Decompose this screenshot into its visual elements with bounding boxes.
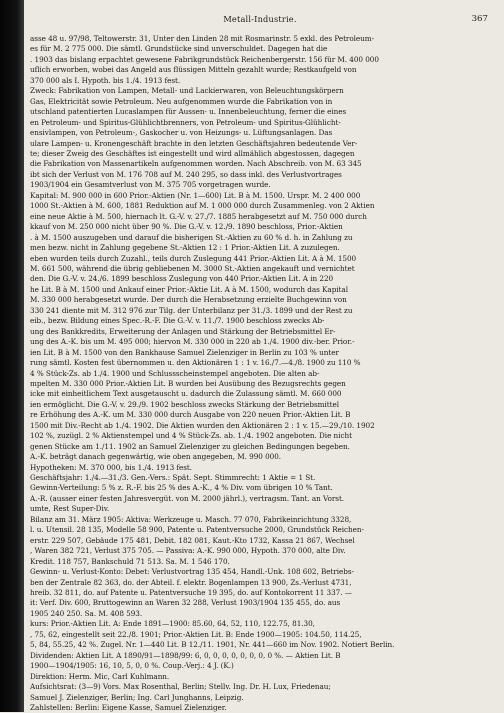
text-line: eine neue Aktie à M. 500, hiernach lt. G.-V. v. 27./7. 1885 herabgesetzt auf M. 750 000 durch: [30, 211, 367, 221]
text-line: Geschäftsjahr: 1./4.—31./3. Gen.-Vers.: Spät. Sept. Stimmrecht: 1 Aktie = 1 St.: [30, 473, 316, 483]
text-line: den. Die G.-V. v. 24./6. 1899 beschloss Zuslegung von 440 Prior.-Aktien Lit. A in 220: [30, 274, 334, 284]
text-line: uflich erworben, wobei das Angeld aus flüssigen Mitteln gezahlt wurde; Restkaufgeld von: [30, 65, 357, 75]
text-line: Samuel J. Zielenziger, Berlin; Ing. Carl Junghanns, Leipzig.: [30, 692, 244, 702]
text-line: kurs: Prior.-Aktien Lit. A: Ende 1891—1900: 85.60, 64, 52, 110, 122.75, 81.30,: [30, 619, 315, 629]
running-head: Metall-Industrie.: [223, 14, 297, 24]
text-line: asse 48 u. 97/98, Teltowerstr. 31, Unter den Linden 28 mit Rosmarinstr. 5 exkl. des Petroleum-: [30, 34, 375, 43]
text-line: 1903/1904 ein Gesamtverlust von M. 375 705 vorgetragen wurde.: [30, 180, 271, 190]
text-line: ung des Bankkredits, Erweiterung der Anlagen und Stärkung der Betriebsmittel Er-: [30, 326, 336, 336]
text-line: he Lit. B à M. 1500 und Ankauf einer Prior.-Aktie Lit. A à M. 1500, wodurch das Kapital: [30, 284, 348, 294]
text-line: Dividenden: Aktien Lit. A 1890/91—1898/99: 6, 0, 0, 0, 0, 0, 0, 0, 0 %. — Aktien Lit. B: [30, 650, 341, 660]
text-line: re Erhöhung des A.-K. um M. 330 000 durch Ausgabe von 220 neuen Prior.-Aktien Lit. B: [30, 410, 351, 420]
text-line: eben wurden teils durch Zuzahl., teils durch Zuslegung 441 Prior.-Aktien Lit. A à M. 1500: [30, 253, 357, 263]
text-line: Aufsichtsrat: (3—9) Vors. Max Rosenthal, Berlin; Stellv. Ing. Dr. H. Lux, Friedenau;: [30, 682, 331, 692]
text-line: ung des A.-K. bis um M. 495 000; hiervon M. 330 000 in 220 ab 1./4. 1900 div.-ber. Prior.-: [30, 337, 355, 347]
text-line: ulare Lampen- u. Kronengeschäft brachte in den letzten Geschäftsjahren bedeutende Ver-: [30, 138, 358, 148]
text-line: 1900—1904/1905: 16, 10, 5, 0, 0 %. Coup.-Verj.: 4 J. (K.): [30, 661, 234, 671]
text-line: , Waren 382 721, Verlust 375 705. — Passiva: A.-K. 990 000, Hypoth. 370 000, alte Div.: [30, 546, 346, 556]
text-line: ensivlampen, von Petroleum-, Gaskocher u. von Heizungs- u. Lüftungsanlagen. Das: [30, 128, 333, 138]
text-line: kkauf von M. 250 000 nicht über 90 %. Die G.-V. v. 12./9. 1890 beschloss, Prior.-Aktien: [30, 222, 343, 232]
text-line: M. 661 500, während die übrig gebliebenen M. 3000 St.-Aktien angekauft und vernichtet: [30, 263, 355, 273]
text-line: en Petroleum- und Spiritus-Glühlichtbrenners, von Petroleum- und Spiritus-Glühlicht-: [30, 117, 341, 127]
text-line: Kapital: M. 900 000 in 600 Prior.-Aktien (Nr. 1—600) Lit. B à M. 1500. Urspr. M. 2 400 000: [30, 190, 361, 200]
text-line: ien Lit. B à M. 1500 von den Bankhause Samuel Zielenziger in Berlin zu 103 % unter: [30, 347, 339, 357]
text-line: 5, 84, 55.25, 42 %. Zugel. Nr. 1—440 Lit. B 12./11. 1901, Nr. 441—660 im Nov. 1902. Notiert Berlin.: [30, 640, 395, 650]
text-line: 330 241 diente mit M. 312 976 zur Tilg. der Unterbilanz per 31./3. 1899 und der Rest zu: [30, 305, 353, 315]
text-line: Zweck: Fabrikation von Lampen, Metall- und Lackierwaren, von Beleuchtungskörpern: [30, 86, 344, 96]
text-line: eib., bezw. Bildung eines Spec.-R.-F. Die G.-V. v. 11./7. 1900 beschloss zwecks Ab-: [30, 316, 325, 326]
text-line: . 1903 das bislang erpachtet gewesene Fabrikgrundstück Reichenbergerstr. 156 für M. 400 000: [30, 54, 379, 64]
page-number: 367: [471, 14, 488, 24]
text-line: genen Stücke am 1./11. 1902 an Samuel Zielenziger zu gleichen Bedingungen begeben.: [30, 441, 350, 451]
text-line: Direktion: Herm. Mic, Carl Kuhlmann.: [30, 671, 170, 681]
text-line: A.-K. beträgt danach gegenwärtig, wie oben angegeben, M. 990 000.: [30, 452, 282, 462]
text-line: ibt sich der Verlust von M. 176 708 auf M. 240 295, so dass inkl. des Verlustvortrages: [30, 169, 342, 179]
text-line: die Fabrikation von Massenartikeln aufgenommen worden. Nach Abschreib. von M. 63 345: [30, 159, 362, 169]
text-line: ien ermöglicht. Die G.-V. v. 29./9. 1902 beschloss zwecks Stärkung der Betriebsmittel: [30, 399, 339, 409]
text-line: 1000 St.-Aktien à M. 600, 1881 Reduktion auf M. 1 000 000 durch Zusammenleg. von 2 Aktien: [30, 201, 375, 211]
text-line: 4 % Stück-Zs. ab 1./4. 1900 und Schlussscheinstempel angeboten. Die alten ab-: [30, 368, 320, 378]
text-line: 1905 240 250. Sa. M. 408 593.: [30, 608, 143, 618]
text-line: icke mit einheitlichem Text ausgetauscht u. dadurch die Zulassung sämtl. M. 660 000: [30, 389, 342, 399]
text-line: Kredit. 118 757, Bankschuld 71 513. Sa. M. 1 546 170.: [30, 556, 230, 566]
text-line: l. u. Utensil. 28 135, Modelle 58 900, Patente u. Patentversuche 2000, Grundstück Reichen-: [30, 525, 364, 535]
text-line: mpelten M. 330 000 Prior.-Aktien Lit. B wurden bei Ausübung des Bezugsrechts gegen: [30, 378, 346, 388]
text-line: umte, Rest Super-Div.: [30, 504, 110, 514]
text-line: A.-R. (ausser einer festen Jahresvergüt. von M. 2000 jährl.), vertragsm. Tant. an Vorst.: [30, 493, 345, 503]
text-line: Bilanz am 31. März 1905: Aktiva: Werkzeuge u. Masch. 77 070, Fabrikeinrichtung 3328,: [30, 514, 352, 524]
text-line: erstr. 229 507, Gebäude 175 481, Debit. 182 081, Kaut.-Kto 1732, Kassa 21 867, Wechsel: [30, 535, 355, 545]
text-line: Gas, Elektricität sowie Petroleum. Neu aufgenommen wurde die Fabrikation von in: [30, 96, 333, 106]
book-spine-shadow: [0, 0, 24, 712]
text-line: 370 000 als I. Hypoth. bis 1./4. 1913 fest.: [30, 75, 181, 85]
text-line: Zahlstellen: Berlin: Eigene Kasse, Samuel Zielenziger.: [30, 703, 227, 712]
text-line: 1500 mit Div.-Recht ab 1./4. 1902. Die Aktien wurden den Aktionären 2 : 1 v. 15.—29./10. 1902: [30, 420, 375, 430]
text-line: utschland patentierten Lucaslampen für Aussen- u. Innenbeleuchtung, ferner die eines: [30, 107, 347, 117]
text-line: M. 330 000 herabgesetzt wurde. Der durch die Herabsetzung erzielte Buchgewinn von: [30, 295, 347, 305]
page-header: [30, 14, 490, 28]
text-line: Gewinn- u. Verlust-Konto: Debet: Verlustvortrag 135 454, Handl.-Unk. 108 602, Betriebs-: [30, 567, 354, 577]
text-line: es für M. 2 775 000. Die sämtl. Grundstücke sind unverschuldet. Dagegen hat die: [30, 44, 328, 54]
text-line: te; dieser Zweig des Geschäftes ist eingestellt und wird allmählich abgestossen, dagegen: [30, 148, 355, 158]
text-line: ben der Zentrale 82 363, do. der Abteil. f. elektr. Bogenlampen 13 900, Zs.-Verlust 4731,: [30, 577, 352, 587]
text-line: . à M. 1500 auszugeben und darauf die bisherigen St.-Aktien zu 60 % d. h. in Zahlung zu: [30, 232, 353, 242]
text-line: , 75, 62, eingestellt seit 22./8. 1901; Prior.-Aktien Lit. B: Ende 1900—1905: 104.50, 114.25,: [30, 629, 362, 639]
text-line: 102 %, zuzügl. 2 % Aktienstempel und 4 % Stück-Zs. ab. 1./4. 1902 angeboten. Die nicht: [30, 431, 352, 441]
text-line: men bezw. nicht in Zahlung gegebene St.-Aktien 12 : 1 Prior.-Aktien Lit. A zuzulegen.: [30, 243, 340, 253]
company-entry-text: [30, 34, 490, 713]
document-page: [30, 14, 490, 712]
text-line: Hypotheken: M. 370 000, bis 1./4. 1913 fest.: [30, 462, 193, 472]
text-line: hreib. 32 811, do. auf Patente u. Patentversuche 19 395, do. auf Kontokorrent 11 337. —: [30, 588, 352, 598]
text-line: it: Verf. Div. 600, Bruttogewinn an Waren 32 288, Verlust 1903/1904 135 455, do. aus: [30, 598, 341, 608]
text-line: rung sämtl. Kosten fest übernommen u. den Aktionären 1 : 1 v. 16./7.—4./8. 1900 zu 110 %: [30, 358, 361, 368]
text-line: Gewinn-Verteilung: 5 % z. R.-F. bis 25 % des A.-K., 4 % Div. vom übrigen 10 % Tant.: [30, 483, 333, 493]
